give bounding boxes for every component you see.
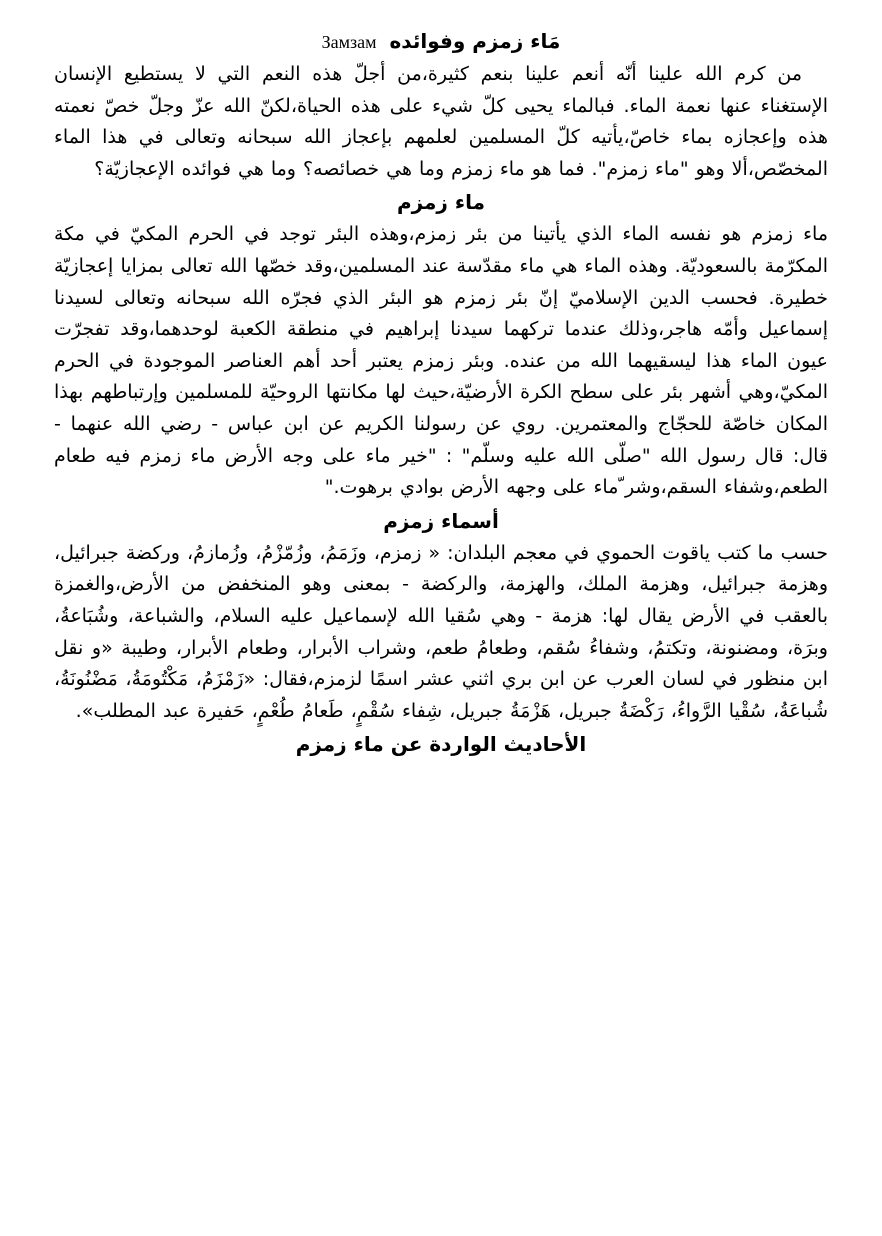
section-heading-zamzam-water: ماء زمزم bbox=[396, 190, 486, 215]
document-title bbox=[54, 24, 828, 59]
title-arabic: مَاء زمزم وفوائده bbox=[389, 29, 561, 53]
section-heading-hadiths: الأحاديث الواردة عن ماء زمزم bbox=[295, 732, 587, 757]
intro-paragraph: من كرم الله علينا أنّه أنعم علينا بنعم كثيرة،من أجلّ هذه النعم التي لا يستطيع الإنسان الإستغناء عنها نعمة الماء. فبالماء يحيى كلّ شيء على هذه الحياة،لكنّ الله عزّ وجلّ خصّ نعمته هذه وإعجازه بماء خاصّ،يأتيه كلّ المسلمين لعلمهم بإعجاز الله سبحانه وتعالى في هذا الماء المخصّص،ألا وهو "ماء زمزم". فما هو ماء زمزم وما هي خصائصه؟ وما هي فوائده الإعجازيّة؟ bbox=[54, 63, 828, 180]
section-paragraph-zamzam-names: حسب ما كتب ياقوت الحموي في معجم البلدان: « زمزم، وزَمَمُ، وزُمّزْمُ، وزُمازمُ، وركضة جبرائيل، وهزمة جبرائيل، وهزمة الملك، والهزمة، والركضة - بمعنى وهو المنخفض من الأرض،والغمزة بالعقب في الأرض يقال لها: هزمة - وهي سُقيا الله لإسماعيل عليه السلام، والشباعة، وشُبَاعةُ، وبرَة، ومضنونة، وتكتمُ، وشفاءُ سُقم، وطعامُ طعم، وشراب الأبرار، وطعام الأبرار، وطيبة «و نقل ابن منظور في لسان العرب عن ابن بري اثني عشر اسمًا لزمزم،فقال: «زَمْزَمُ، مَكْتُومَةُ، مَضْنُونَةُ، شُباعَةُ، سُقْيا الرَّواءُ، رَكْضَةُ جبريل، هَزْمَةُ جبريل، شِفاء سُقْمٍ، طَعامُ طُعْمٍ، حَفيرة عبد المطلب». bbox=[54, 541, 828, 722]
section-heading-zamzam-names: أسماء زمزم bbox=[383, 508, 499, 533]
title-latin: Замзам bbox=[321, 32, 377, 52]
section-paragraph-zamzam-water: ماء زمزم هو نفسه الماء الذي يأتينا من بئر زمزم،وهذه البئر توجد في الحرم المكيّ في مكة المكرّمة بالسعوديّة. وهذه الماء هي ماء مقدّسة عند المسلمين،وقد خصّها الله تعالى بمزايا إعجازيّة خطيرة. فحسب الدين الإسلاميّ إنّ بئر زمزم هو البئر الذي فجرّه الله سبحانه وتعالى لسيدنا إسماعيل وأمّه هاجر،وذلك عندما تركهما سيدنا إبراهيم في منطقة الكعبة لوحدهما،وقد تفجرّت عيون الماء هذا ليسقيهما الله من عنده. وبئر زمزم يعتبر أحد أهم العناصر الموجودة في الحرم المكيّ،وهي أشهر بئر على سطح الكرة الأرضيّة،حيث لها مكانتها الروحيّة للمسلمين وإرتباطهم بهذا المكان خاصّة للحجّاج والمعتمرين. روي عن رسولنا الكريم عن ابن عباس - رضي الله عنهما - قال: قال رسول الله "صلّى الله عليه وسلّم" : "خير ماء على وجه الأرض ماء زمزم فيه طعام الطعم،وشفاء السقم،وشر ّماء على وجهه الأرض بوادي برهوت." bbox=[54, 223, 828, 499]
